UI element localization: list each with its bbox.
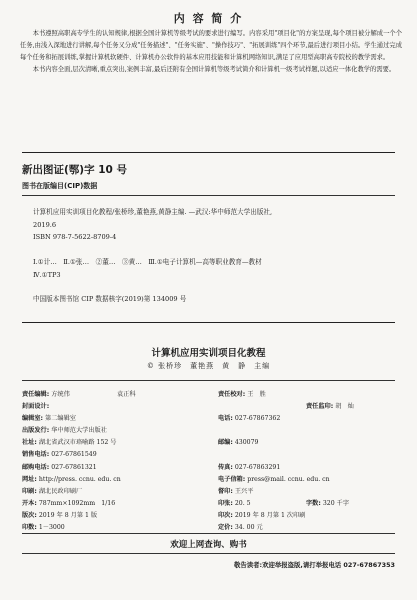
- cip-number: 中国版本图书馆 CIP 数据核字(2019)第 134009 号: [33, 295, 187, 303]
- colophon-row: [22, 413, 217, 425]
- colophon-row: [22, 498, 217, 510]
- colophon-row: [218, 510, 398, 522]
- colophon-row: [218, 486, 398, 498]
- supervisor-value: 胡 灿: [335, 403, 354, 411]
- words-label: 字数:: [306, 499, 321, 507]
- cip-line: 计算机应用实训项目化教程/张桥珍,董艳燕,黄静主编. —武汉:华中师范大学出版社,: [33, 208, 273, 216]
- words-value: 320 千字: [322, 499, 350, 507]
- design-label: 封面设计:: [22, 403, 50, 411]
- price-label: 定价:: [218, 524, 233, 532]
- fax-label: 传真:: [218, 463, 233, 471]
- format-value: 787mm×1092mm 1/16: [38, 499, 116, 507]
- address-value: 湖北省武汉市珞喻路 152 号: [38, 439, 117, 447]
- publishing-permit: 新出图证(鄂)字 10 号: [22, 164, 128, 176]
- colophon-row: [22, 401, 217, 413]
- director-label: 督印:: [218, 487, 233, 495]
- colophon-row: [22, 449, 217, 461]
- phone-value: 027-67867362: [234, 415, 281, 423]
- editor2-value: 袁正科: [117, 391, 136, 398]
- intro-paragraph: 本书遵照高职高专学生的认知规律,根据全国计算机等级考试的要求进行编写。内容采用"项目化"的方案呈现,每个项目被分解成一个个任务,由浅入深地进行讲解,每个任务又分成"任务描述"、"任务实施"、"操作技巧"、"拓展训练"四个环节,最后进行项目小结。学生通过完成每个任务和拓展训练,掌握计算机软硬件、计算机办公软件的基本应用技能和计算机网络知识,满足了应用型高职高专院校的教学需求。: [20, 30, 402, 61]
- price-value: 34. 00 元: [234, 524, 263, 532]
- edition-label: 版次:: [22, 511, 37, 519]
- printer-value: 湖北民政印刷厂: [38, 487, 83, 495]
- printer-label: 印刷:: [22, 487, 37, 495]
- divider: [22, 152, 395, 153]
- colophon-right: [218, 389, 398, 534]
- colophon-row: [22, 474, 217, 486]
- colophon-row: [218, 474, 398, 486]
- words-group: [306, 498, 349, 510]
- email-value: press@mail. ccnu. edu. cn: [247, 475, 330, 483]
- office-label: 编辑室:: [22, 415, 44, 423]
- sales-value: 027-67861549: [51, 451, 97, 459]
- copies-label: 印数:: [22, 524, 37, 532]
- supervisor-label: 责任监印:: [306, 403, 334, 411]
- cip-class-line: Ⅳ.①TP3: [33, 270, 61, 279]
- divider: [22, 195, 395, 196]
- address-label: 社址:: [22, 439, 37, 447]
- colophon-row: [22, 462, 217, 474]
- sheets-value: 20. 5: [234, 499, 251, 507]
- supervisor-group: [306, 401, 354, 413]
- format-label: 开本:: [22, 499, 37, 507]
- cip-line: ISBN 978-7-5622-8709-4: [33, 233, 117, 241]
- footer-title: 欢迎上网查询、购书: [170, 540, 247, 550]
- divider: [22, 553, 395, 554]
- intro-text: [20, 28, 402, 76]
- office-value: 第二编辑室: [45, 415, 76, 423]
- colophon-row: [218, 401, 398, 413]
- colophon-row: [22, 425, 217, 437]
- website-label: 网址:: [22, 475, 37, 483]
- colophon-left: [22, 389, 217, 534]
- colophon-row: [218, 462, 398, 474]
- email-label: 电子信箱:: [218, 475, 246, 483]
- director-value: 王兴平: [234, 487, 254, 495]
- colophon-row: [22, 486, 217, 498]
- mail-order-label: 邮购电话:: [22, 463, 50, 471]
- book-editors: © 张桥珍 董艳燕 黄 静 主编: [146, 362, 271, 370]
- copies-value: 1－3000: [38, 524, 65, 532]
- fax-value: 027-67863291: [234, 463, 281, 471]
- postcode-value: 430079: [234, 439, 259, 447]
- book-title: 计算机应用实训项目化教程: [151, 348, 266, 359]
- website-value: http://press. ccnu. edu. cn: [38, 475, 121, 483]
- colophon-row: [218, 437, 398, 449]
- cip-line: 2019.6: [33, 220, 57, 229]
- divider: [22, 533, 395, 534]
- sales-label: 销售电话:: [22, 451, 50, 459]
- sheets-label: 印张:: [218, 499, 233, 507]
- editor-value: 方统伟: [51, 391, 70, 398]
- colophon-row: [22, 389, 217, 401]
- cip-record: [33, 206, 393, 244]
- postcode-label: 邮编:: [218, 439, 233, 447]
- editor-label: 责任编辑:: [22, 391, 50, 398]
- divider: [22, 380, 395, 381]
- mail-order-value: 027-67861321: [51, 463, 97, 471]
- colophon-row: [218, 413, 398, 425]
- colophon-row: [218, 449, 398, 461]
- publisher-value: 华中师范大学出版社: [51, 427, 107, 435]
- printing-value: 2019 年 8 月第 1 次印刷: [234, 511, 306, 519]
- cip-classification: [33, 256, 395, 281]
- publisher-label: 出版发行:: [22, 427, 50, 435]
- colophon-row: [218, 498, 398, 510]
- colophon-row: [22, 510, 217, 522]
- colophon-row: [218, 389, 398, 401]
- proofreader-label: 责任校对:: [218, 391, 246, 398]
- cip-title: 图书在版编目(CIP)数据: [22, 182, 98, 190]
- intro-heading: 内 容 简 介: [173, 12, 244, 25]
- colophon-row: [218, 425, 398, 437]
- edition-value: 2019 年 8 月第 1 版: [38, 511, 98, 519]
- divider: [22, 322, 395, 323]
- cip-class-line: Ⅰ.①计… Ⅱ.①张… ②董… ③黄… Ⅲ.①电子计算机—高等职业教育—教材: [33, 258, 262, 266]
- intro-paragraph: 本书内容全面,层次清晰,重点突出,案例丰富,最后还附有全国计算机等级考试简介和计算机一级考试样题,以适应一体化教学的需要。: [32, 66, 396, 73]
- colophon-row: [22, 437, 217, 449]
- phone-label: 电话:: [218, 415, 233, 423]
- proofreader-value: 王 胜: [247, 391, 266, 398]
- piracy-report-notice: 敬告读者:欢迎举报盗版,请打举报电话 027-67867353: [233, 561, 395, 569]
- printing-label: 印次:: [218, 511, 233, 519]
